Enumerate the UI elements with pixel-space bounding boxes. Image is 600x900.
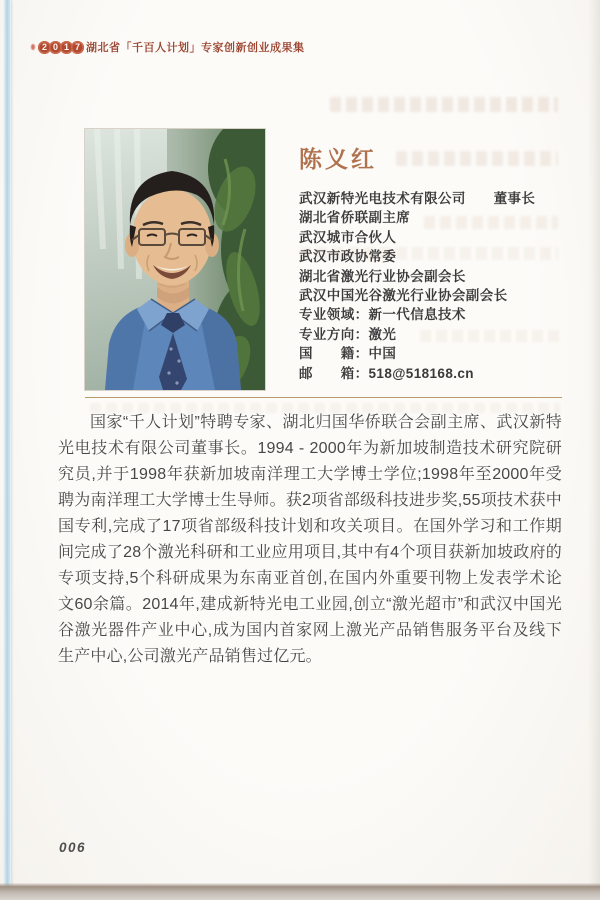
year-digit: 7: [71, 41, 84, 54]
year-badge: [38, 41, 82, 54]
year-digit: 0: [49, 41, 62, 54]
collection-title: 湖北省「千百人计划」专家创新创业成果集: [86, 42, 305, 54]
biography-paragraph: 国家“千人计划”特聘专家、湖北归国华侨联合会副主席、武汉新特光电技术有限公司董事长。1994 - 2000年为新加坡制造技术研究院研究员,并于1998年获新加坡南洋理工大学博士学位;1998年至2000年受聘为南洋理工大学博士生导师。获2项省部级科技进步奖,55项技术获中国专利,完成了17项省部级科技计划和攻关项目。在国外学习和工作期间完成了28个激光科研和工业应用项目,其中有4个项目获新加坡政府的专项支持,5个科研成果为东南亚首创,在国内外重要刊物上发表学术论文60余篇。2014年,建成新特光电工业园,创立“激光超市”和武汉中国光谷激光器件产业中心,成为国内首家网上激光产品销售服务平台及线下生产中心,公司激光产品销售过亿元。: [58, 414, 562, 665]
portrait-photo: [85, 129, 265, 390]
red-ink-mark: [31, 44, 35, 50]
person-name: 陈义红: [299, 146, 377, 172]
profile-info-line: 专业方向：激光: [299, 326, 397, 342]
profile-info-line: 湖北省激光行业协会副会长: [299, 268, 466, 284]
page-right-shadow: [588, 0, 600, 900]
year-digit: 1: [60, 41, 73, 54]
profile-info-list: [299, 189, 569, 383]
bleed-through-artifact: [396, 151, 558, 166]
book-edge-strip: [4, 0, 11, 887]
portrait-illustration: [85, 129, 265, 390]
profile-info-line: 武汉新特光电技术有限公司 董事长: [299, 191, 536, 206]
section-divider: [85, 397, 562, 398]
profile-info-line: 武汉城市合伙人: [299, 229, 397, 245]
profile-info-line: 湖北省侨联副主席: [299, 210, 411, 226]
profile-info-line: 武汉中国光谷激光行业协会副会长: [299, 288, 508, 304]
profile-info-line: 武汉市政协常委: [299, 249, 397, 265]
page-bottom-shadow: [0, 883, 600, 900]
bleed-through-artifact: [330, 97, 558, 112]
profile-info-line: 国 籍：中国: [299, 346, 397, 362]
profile-info-line: 专业领域：新一代信息技术: [299, 307, 466, 323]
profile-info-line: 邮 箱：518@518168.cn: [299, 365, 474, 381]
page-header: [38, 39, 305, 55]
page-number: 006: [59, 840, 87, 855]
year-digit: 2: [38, 41, 51, 54]
